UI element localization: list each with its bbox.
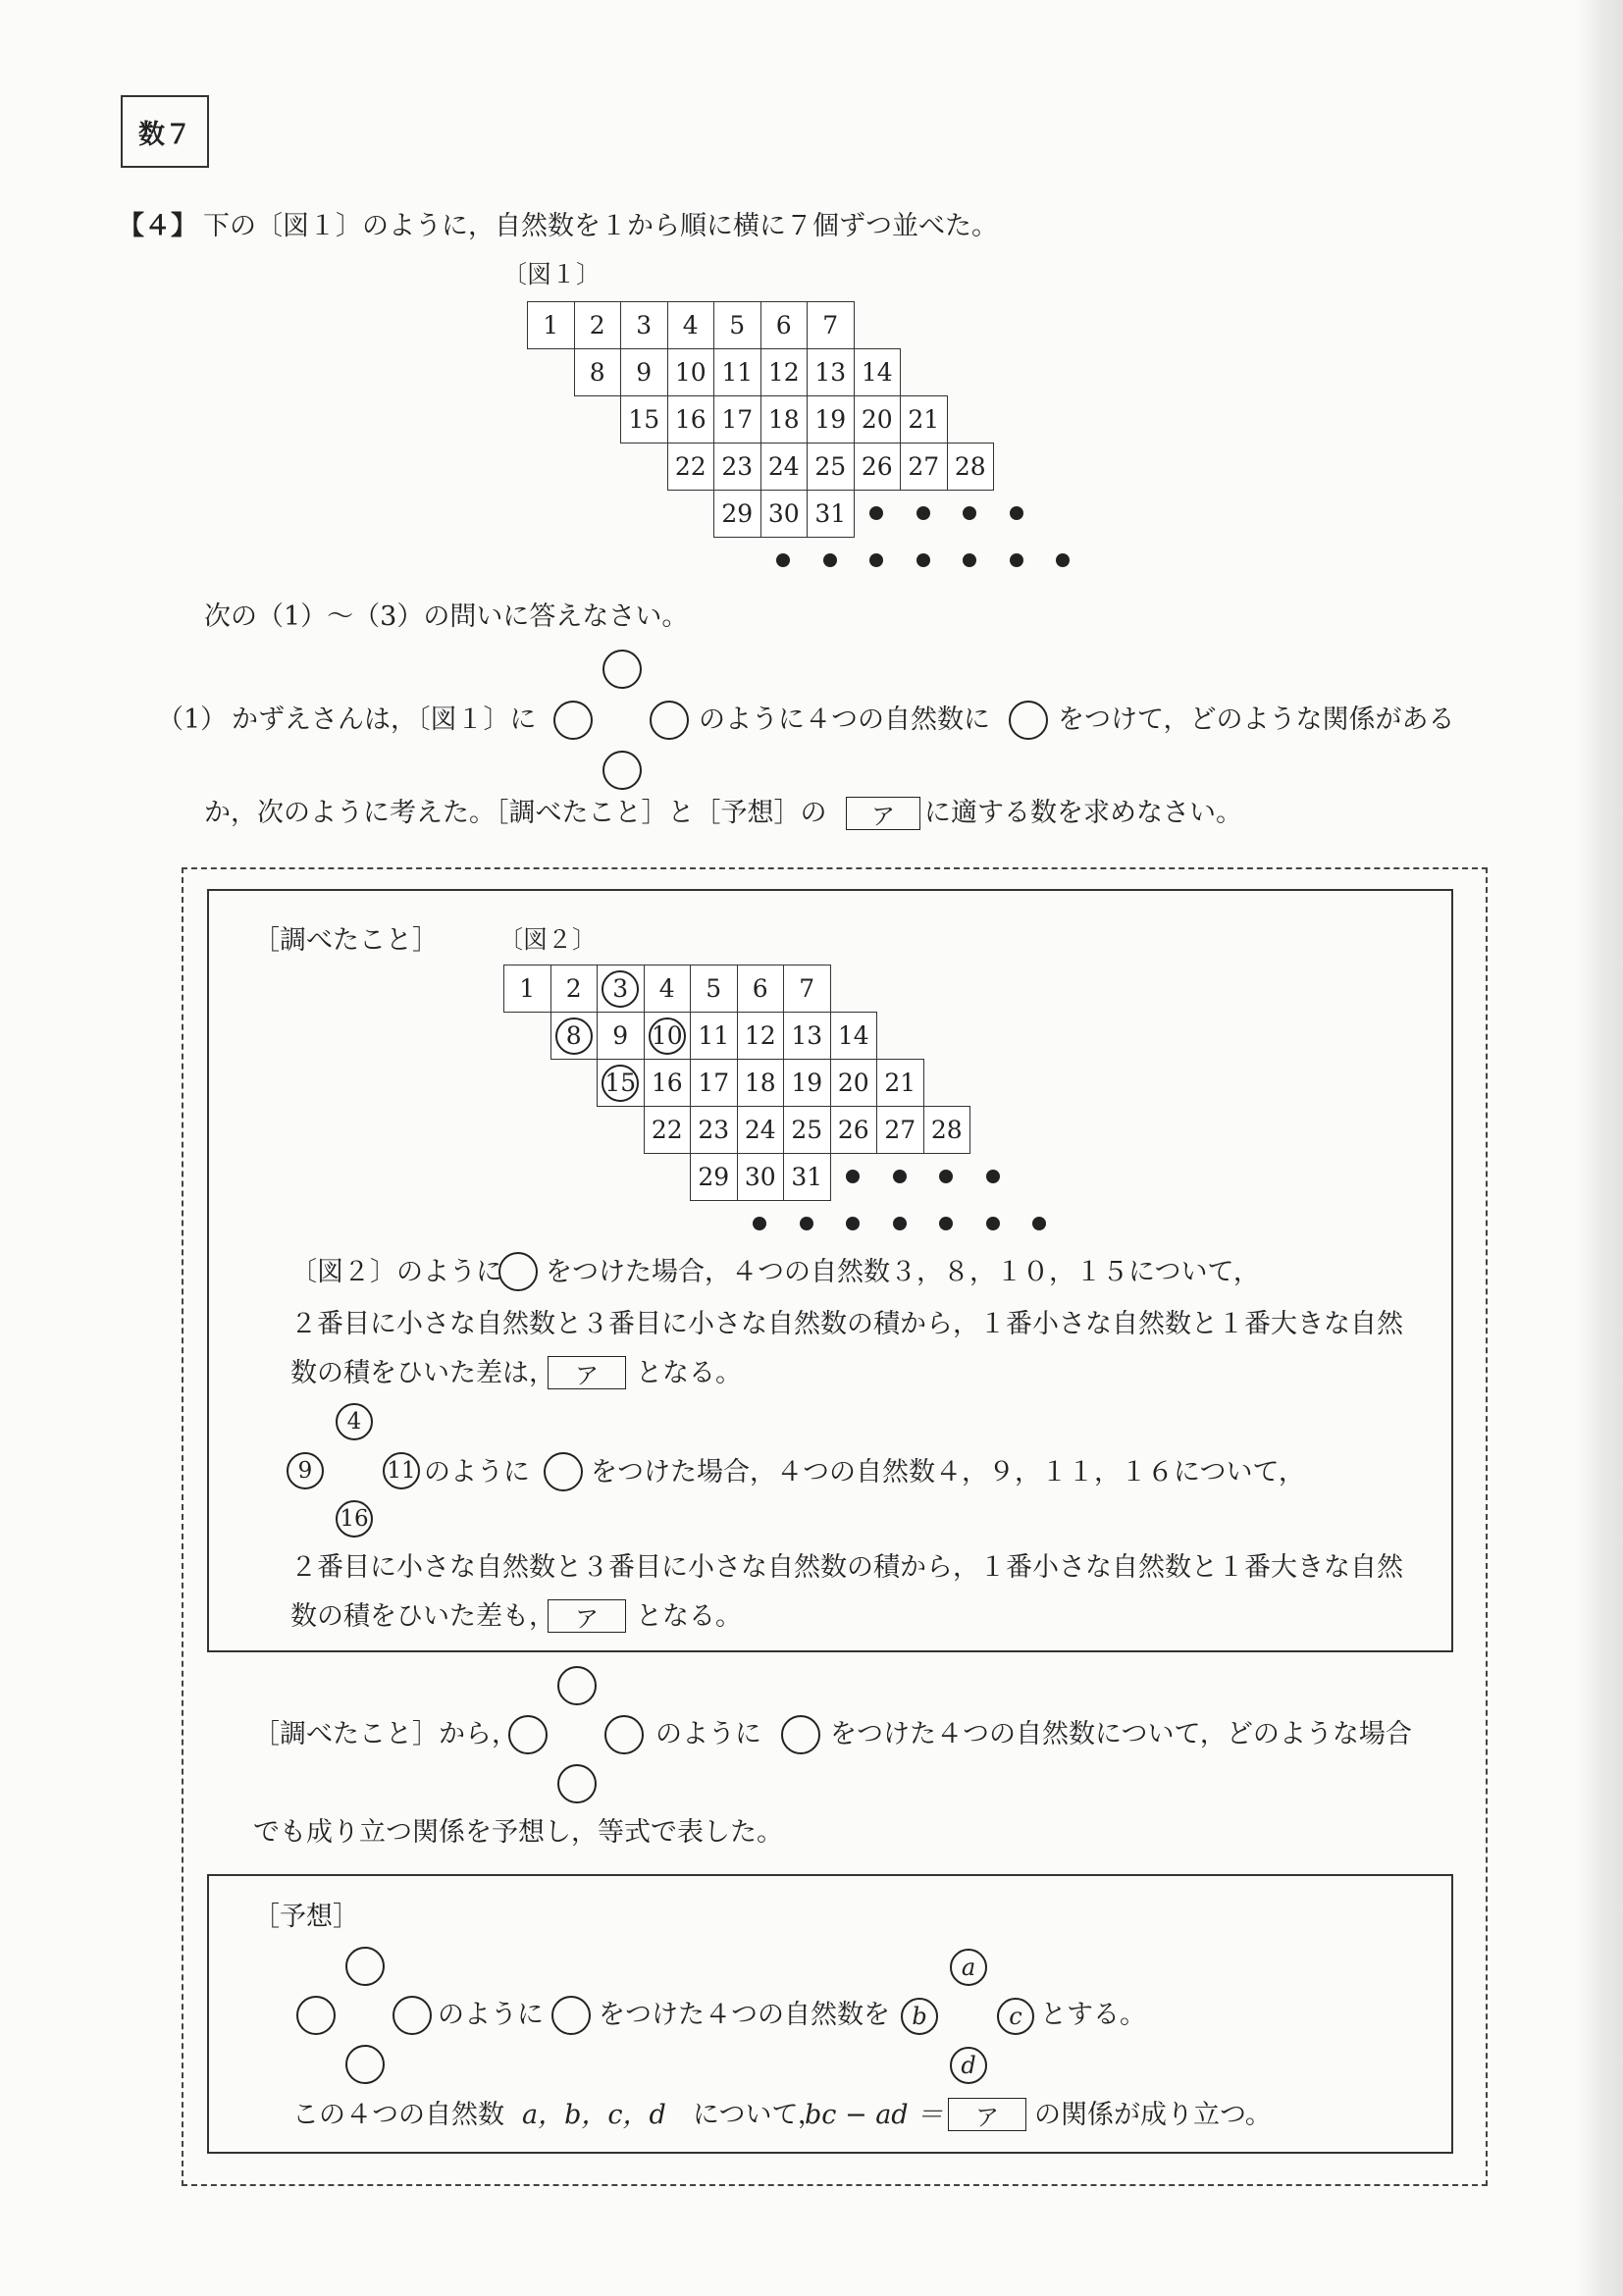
circled-number: 15: [602, 1065, 639, 1102]
research-text-5: ２番目に小さな自然数と３番目に小さな自然数の積から，１番小さな自然数と１番大きな自然: [290, 1552, 1403, 1583]
grid-cell: 29: [690, 1153, 738, 1201]
circled-number: 16: [336, 1500, 373, 1538]
middle-text-2: でも成り立つ関係を予想し，等式で表した。: [253, 1817, 783, 1848]
grid-cell: 1: [503, 965, 551, 1013]
continuation-dot: [916, 506, 930, 520]
grid-cell: 9: [620, 348, 668, 396]
circle-symbol-right: [650, 701, 689, 740]
grid-cell: 23: [713, 443, 761, 491]
grid-cell: 28: [923, 1106, 971, 1154]
variable-circle-d: d: [950, 2047, 987, 2084]
circle-symbol-right: [604, 1715, 644, 1754]
grid-cell: 31: [783, 1153, 831, 1201]
continuation-dot: [963, 506, 976, 520]
variable-circle-b: b: [901, 1998, 938, 2035]
research-text-4b: をつけた場合，４つの自然数４，９，１１，１６について，: [591, 1457, 1305, 1487]
sub1-text-1: かずえさんは，〔図１〕に: [232, 704, 537, 735]
grid-cell: 30: [760, 490, 809, 538]
sub1-text-2: のように４つの自然数に: [699, 704, 990, 735]
research-title: ［調べたこと］: [253, 925, 439, 956]
circled-number: 9: [287, 1452, 324, 1489]
grid-cell: 1: [527, 301, 575, 349]
research-text-4a: のように: [424, 1457, 530, 1487]
grid-cell: 16: [644, 1059, 692, 1107]
variable-circle-c: c: [997, 1998, 1034, 2035]
grid-cell: 6: [737, 965, 785, 1013]
grid-cell: 17: [690, 1059, 738, 1107]
figure1-label: 〔図１〕: [502, 260, 602, 288]
grid-cell: 25: [807, 443, 855, 491]
grid-cell: 11: [690, 1012, 738, 1060]
grid-cell: 31: [807, 490, 855, 538]
grid-cell: 27: [876, 1106, 924, 1154]
grid-cell: 2: [574, 301, 622, 349]
grid-cell: 27: [900, 443, 948, 491]
grid-cell: [597, 965, 645, 1013]
research-text-3a: 数の積をひいた差は，: [290, 1358, 555, 1388]
continuation-dot: [1010, 506, 1023, 520]
grid-cell: 17: [713, 395, 761, 444]
grid-cell: 19: [783, 1059, 831, 1107]
prediction-text-2b: について，: [693, 2100, 824, 2130]
circled-number: 8: [555, 1018, 593, 1055]
prediction-equation: bc − ad ＝: [805, 2100, 944, 2130]
circled-number: 10: [649, 1018, 686, 1055]
research-text-1a: 〔図２〕のように: [290, 1257, 502, 1287]
grid-cell: 24: [737, 1106, 785, 1154]
continuation-dot: [823, 553, 837, 567]
grid-cell: [597, 1059, 645, 1107]
research-text-1b: をつけた場合，４つの自然数３，８，１０，１５について，: [546, 1257, 1260, 1287]
research-text-2: ２番目に小さな自然数と３番目に小さな自然数の積から，１番小さな自然数と１番大きな自然: [290, 1309, 1403, 1339]
grid-cell: 9: [597, 1012, 645, 1060]
instruction-text: 次の（1）～（3）の問いに答えなさい。: [204, 601, 689, 632]
grid-cell: 26: [854, 443, 902, 491]
prediction-text-1a: のように: [438, 2000, 544, 2030]
grid-cell: 2: [550, 965, 599, 1013]
circle-symbol: [498, 1252, 538, 1291]
grid-cell: 29: [713, 490, 761, 538]
circle-symbol-left: [296, 1996, 336, 2035]
continuation-dot: [1010, 553, 1023, 567]
research-text-6a: 数の積をひいた差も，: [290, 1601, 555, 1632]
subject-label: 数７: [121, 95, 209, 168]
grid-cell: 10: [667, 348, 715, 396]
grid-cell: 26: [830, 1106, 878, 1154]
grid-cell: 28: [947, 443, 995, 491]
grid-cell: 8: [574, 348, 622, 396]
circle-symbol-bottom: [557, 1764, 597, 1803]
research-text-6b: となる。: [636, 1601, 742, 1632]
sub1-text-5: に適する数を求めなさい。: [924, 798, 1242, 828]
prediction-text-2c: の関係が成り立つ。: [1034, 2100, 1272, 2130]
grid-cell: 14: [830, 1012, 878, 1060]
grid-cell: 15: [620, 395, 668, 444]
continuation-dot: [963, 553, 976, 567]
continuation-dot: [869, 553, 883, 567]
circle-symbol: [544, 1452, 583, 1491]
grid-cell: 21: [900, 395, 948, 444]
grid-cell: 5: [690, 965, 738, 1013]
grid-cell: 4: [644, 965, 692, 1013]
circled-number: 11: [383, 1452, 420, 1489]
middle-text-1c: をつけた４つの自然数について，どのような場合: [830, 1719, 1412, 1749]
sub1-text-3: をつけて，どのような関係がある: [1058, 704, 1455, 735]
grid-cell: 11: [713, 348, 761, 396]
grid-cell: 19: [807, 395, 855, 444]
grid-cell: 13: [783, 1012, 831, 1060]
grid-cell: 30: [737, 1153, 785, 1201]
page-edge-shadow: [1576, 0, 1623, 2296]
grid-cell: 23: [690, 1106, 738, 1154]
grid-cell: 12: [760, 348, 809, 396]
continuation-dot: [893, 1170, 907, 1183]
circle-symbol: [551, 1996, 591, 2035]
continuation-dot: [986, 1170, 1000, 1183]
continuation-dot: [800, 1217, 813, 1230]
answer-blank-a: ア: [548, 1356, 626, 1389]
prediction-text-1c: とする。: [1040, 2000, 1146, 2030]
answer-blank-a: ア: [846, 797, 920, 830]
question-number: 【４】: [118, 211, 197, 241]
circle-symbol: [781, 1715, 820, 1754]
continuation-dot: [986, 1217, 1000, 1230]
prediction-text-2a: この４つの自然数: [292, 2100, 504, 2130]
grid-cell: 20: [854, 395, 902, 444]
grid-cell: 3: [620, 301, 668, 349]
sub1-text-4: か，次のように考えた。［調べたこと］と［予想］の: [204, 798, 827, 828]
answer-blank-a: ア: [948, 2098, 1026, 2131]
grid-cell: 24: [760, 443, 809, 491]
grid-cell: 13: [807, 348, 855, 396]
middle-text-1b: のように: [655, 1719, 761, 1749]
grid-cell: 22: [644, 1106, 692, 1154]
figure2-label: 〔図２〕: [498, 925, 598, 954]
middle-text-1a: ［調べたこと］から，: [253, 1719, 518, 1749]
continuation-dot: [776, 553, 790, 567]
circle-symbol: [1009, 701, 1048, 740]
grid-cell: [644, 1012, 692, 1060]
grid-cell: 5: [713, 301, 761, 349]
continuation-dot: [893, 1217, 907, 1230]
prediction-text-1b: をつけた４つの自然数を: [599, 2000, 890, 2030]
continuation-dot: [869, 506, 883, 520]
circle-symbol-right: [393, 1996, 432, 2035]
grid-cell: 20: [830, 1059, 878, 1107]
grid-cell: 7: [807, 301, 855, 349]
variable-circle-a: a: [950, 1949, 987, 1986]
grid-cell: 18: [760, 395, 809, 444]
grid-cell: 14: [854, 348, 902, 396]
question-intro: 下の〔図１〕のように，自然数を１から順に横に７個ずつ並べた。: [203, 211, 998, 241]
circle-symbol-top: [602, 650, 642, 689]
circled-number: 3: [602, 970, 639, 1008]
circled-number: 4: [336, 1403, 373, 1440]
answer-blank-a: ア: [548, 1599, 626, 1633]
grid-cell: 21: [876, 1059, 924, 1107]
circle-symbol-top: [345, 1947, 385, 1986]
grid-cell: 6: [760, 301, 809, 349]
continuation-dot: [916, 553, 930, 567]
circle-symbol-left: [553, 701, 593, 740]
continuation-dot: [1056, 553, 1070, 567]
grid-cell: [550, 1012, 599, 1060]
grid-cell: 22: [667, 443, 715, 491]
grid-cell: 18: [737, 1059, 785, 1107]
grid-cell: 7: [783, 965, 831, 1013]
sub-question-label: （1）: [157, 704, 228, 735]
circle-symbol-left: [508, 1715, 548, 1754]
grid-cell: 12: [737, 1012, 785, 1060]
prediction-variables: a，b，c，d: [522, 2100, 666, 2130]
circle-symbol-top: [557, 1666, 597, 1705]
grid-cell: 4: [667, 301, 715, 349]
prediction-title: ［予想］: [253, 1902, 359, 1932]
grid-cell: 25: [783, 1106, 831, 1154]
circle-symbol-bottom: [345, 2045, 385, 2084]
research-text-3b: となる。: [636, 1358, 742, 1388]
grid-cell: 16: [667, 395, 715, 444]
circle-symbol-bottom: [602, 751, 642, 790]
